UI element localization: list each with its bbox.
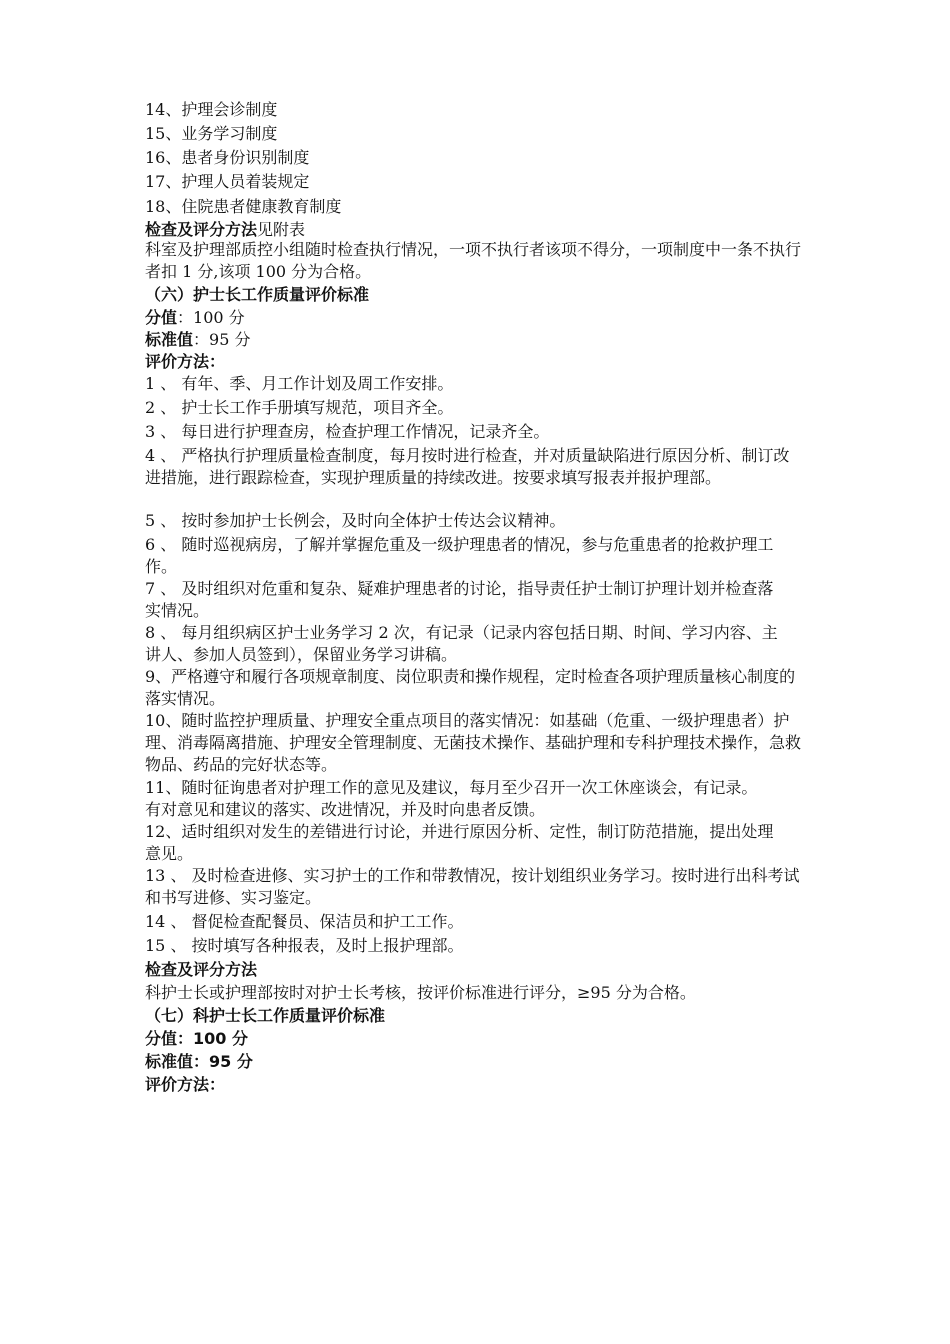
section-6-score <box>145 308 245 328</box>
section-7-score: 分值：100 分 <box>145 1029 248 1048</box>
standard-label: 标准值 <box>145 330 194 349</box>
check-method-heading-1 <box>145 220 305 240</box>
criteria-item: 11、随时征询患者对护理工作的意见及建议，每月至少召开一次工休座谈会，有记录。有对意见和建议的落实、改进情况，并及时向患者反馈。 <box>145 778 758 819</box>
section-7-standard: 标准值：95 分 <box>145 1052 253 1071</box>
section-7-method: 评价方法： <box>145 1075 226 1094</box>
criteria-item: 10、随时监控护理质量、护理安全重点项目的落实情况：如基础（危重、一级护理患者）护理、消毒隔离措施、护理安全管理制度、无菌技术操作、基础护理和专科护理技术操作，急救物品、药品的完好状态等。 <box>145 711 802 774</box>
criteria-item: 13 、 及时检查进修、实习护士的工作和带教情况，按计划组织业务学习。按时进行出科考试和书写进修、实习鉴定。 <box>145 866 800 907</box>
criteria-item: 15 、 按时填写各种报表，及时上报护理部。 <box>145 936 464 955</box>
criteria-item: 2 、 护士长工作手册填写规范，项目齐全。 <box>145 398 454 417</box>
section-6-title: （六）护士长工作质量评价标准 <box>145 285 370 304</box>
criteria-item: 7 、 及时组织对危重和复杂、疑难护理患者的讨论，指导责任护士制订护理计划并检查落实情况。 <box>145 579 774 620</box>
criteria-item: 6 、 随时巡视病房，了解并掌握危重及一级护理患者的情况，参与危重患者的抢救护理工作。 <box>145 535 774 576</box>
standard-value: ：95 分 <box>193 330 251 349</box>
rule-item: 14、护理会诊制度 <box>145 100 278 119</box>
rule-item: 18、住院患者健康教育制度 <box>145 197 342 216</box>
section-6-method: 评价方法： <box>145 352 226 371</box>
check-method-suffix: 见附表 <box>257 220 306 239</box>
check-method-heading-2: 检查及评分方法 <box>145 960 258 979</box>
criteria-item: 3 、 每日进行护理查房，检查护理工作情况，记录齐全。 <box>145 422 550 441</box>
criteria-item: 4 、 严格执行护理质量检查制度，每月按时进行检查，并对质量缺陷进行原因分析、制订改进措施，进行跟踪检查，实现护理质量的持续改进。按要求填写报表并报护理部。 <box>145 446 790 487</box>
score-label: 分值 <box>145 308 178 327</box>
criteria-item: 1 、 有年、季、月工作计划及周工作安排。 <box>145 374 454 393</box>
rule-item: 16、患者身份识别制度 <box>145 148 310 167</box>
score-value: ：100 分 <box>177 308 245 327</box>
rule-item: 15、业务学习制度 <box>145 124 278 143</box>
criteria-item: 12、适时组织对发生的差错进行讨论，并进行原因分析、定性，制订防范措施，提出处理意见。 <box>145 822 774 863</box>
criteria-item: 14 、 督促检查配餐员、保洁员和护工工作。 <box>145 912 464 931</box>
check-method-body-2: 科护士长或护理部按时对护士长考核，按评价标准进行评分，≥95 分为合格。 <box>145 983 696 1002</box>
check-method-body-1: 科室及护理部质控小组随时检查执行情况，一项不执行者该项不得分，一项制度中一条不执行者扣 1 分,该项 100 分为合格。 <box>145 240 802 281</box>
criteria-item: 8 、 每月组织病区护士业务学习 2 次，有记录（记录内容包括日期、时间、学习内容、主讲人、参加人员签到），保留业务学习讲稿。 <box>145 623 778 664</box>
section-6-standard <box>145 330 250 350</box>
rule-item: 17、护理人员着装规定 <box>145 172 310 191</box>
section-7-title: （七）科护士长工作质量评价标准 <box>145 1006 386 1025</box>
criteria-item: 9、严格遵守和履行各项规章制度、岗位职责和操作规程，定时检查各项护理质量核心制度的落实情况。 <box>145 667 796 708</box>
criteria-item: 5 、 按时参加护士长例会，及时向全体护士传达会议精神。 <box>145 511 566 530</box>
check-method-label: 检查及评分方法 <box>145 220 258 239</box>
